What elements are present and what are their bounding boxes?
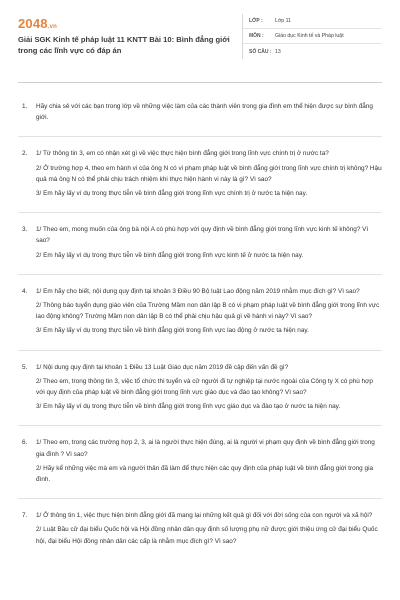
question-part: 2/ Luật Bầu cử đại biểu Quốc hội và Hội đồng nhân dân quy định số lượng phụ nữ được giới thiệu ứng cử đại biểu Quốc hội, đại biểu Hội đồng nhân dân các cấp là nhằm mục đích gì? Vì sao? (36, 526, 378, 545)
question-number: 3. (22, 226, 28, 234)
question-body (36, 148, 382, 202)
question-part: 1/ Nội dung quy định tại khoản 1 Điều 13 Luật Giáo dục năm 2019 đề cập đến vấn đề gì? (36, 363, 289, 371)
question-body (36, 437, 382, 488)
question-part: 2/ Thông báo tuyển dụng giáo viên của Trường Mầm non dân lập B có vi phạm pháp luật về bình đẳng giới trong lĩnh vực lao động không? Trường Mầm non dân lập B có thể phải chịu hậu quả gì về hành vi này? Vì sao? (36, 302, 380, 321)
question-part: 3/ Em hãy lấy ví dụ trong thực tiễn về bình đẳng giới trong lĩnh vực giáo dục và đào tạo ở nước ta hiện nay. (36, 403, 341, 411)
header-divider (18, 82, 382, 83)
question-item (18, 224, 382, 264)
question-number: 5. (22, 363, 28, 371)
question-body (36, 362, 382, 416)
question-list (18, 101, 382, 550)
meta-value: Giáo dục Kinh tế và Pháp luật (275, 33, 344, 39)
question-part: 2/ Hãy kể những việc mà em và người thân đã làm để thực hiện các quy định của pháp luật về bình đẳng giới trong gia đình. (36, 464, 374, 484)
question-part: Hãy chia sẻ với các bạn trong lớp về những việc làm của các thành viên trong gia đình em thể hiện được sự bình đẳng giới. (36, 103, 373, 122)
question-item (18, 437, 382, 488)
question-body (36, 101, 382, 126)
logo-suffix-text: .vn (47, 24, 58, 30)
question-separator (18, 498, 382, 499)
meta-value: Lớp 11 (275, 18, 291, 24)
question-body (36, 224, 382, 264)
meta-row-count (243, 44, 382, 59)
question-number: 6. (22, 439, 28, 447)
question-part: 1/ Em hãy cho biết, nội dung quy định tại khoản 3 Điều 90 Bộ luật Lao động năm 2019 nhằm mục đích gì? Vì sao? (36, 287, 360, 295)
question-item (18, 286, 382, 340)
question-separator (18, 212, 382, 213)
question-part: 1/ Ở thông tin 1, việc thực hiện bình đẳng giới đã mang lại những kết quả gì đối với đời sống của con người và xã hội? (36, 512, 373, 520)
question-item (18, 510, 382, 550)
question-item (18, 362, 382, 416)
meta-key: MÔN : (249, 33, 264, 39)
meta-value: 13 (275, 48, 281, 55)
question-separator (18, 274, 382, 275)
question-part: 1/ Theo em, mong muốn của ông bà nội A có phù hợp với quy định về bình đẳng giới trong lĩnh vực kinh tế không? Vì sao? (36, 226, 369, 245)
question-part: 2/ Ở trường hợp 4, theo em hành vi của ông N có vi phạm pháp luật về bình đẳng giới trong lĩnh vực chính trị không? Hậu quả mà ông N có thể phải chịu trách nhiệm khi thực hiện hành vi này là gì? Vì sao? (36, 164, 382, 183)
question-part: 1/ Theo em, trong các trường hợp 2, 3, ai là người thực hiện đúng, ai là người vi phạm quy định về bình đẳng giới trong gia đình ? Vì sao? (36, 439, 375, 458)
document-header (18, 14, 382, 74)
question-part: 3/ Em hãy lấy ví dụ trong thực tiễn về bình đẳng giới trong lĩnh vực lao động ở nước ta hiện nay. (36, 327, 309, 335)
question-item (18, 148, 382, 202)
logo-main-text: 2048 (18, 16, 48, 31)
question-separator (18, 350, 382, 351)
question-part: 2/ Theo em, trong thông tin 3, việc tổ chức thi tuyển và cử người đi tự nghiệp tại nước ngoài của Công ty X có phù hợp với quy định của pháp luật về bình đẳng giới trong lĩnh vực giáo dục và đào tạo không? Vì sao? (36, 377, 373, 397)
question-number: 7. (22, 512, 28, 520)
question-number: 2. (22, 150, 28, 158)
meta-table (242, 14, 382, 59)
question-item (18, 101, 382, 126)
question-body (36, 286, 382, 340)
meta-row-subject (243, 29, 382, 44)
meta-row-class (243, 14, 382, 29)
site-logo[interactable] (18, 16, 57, 31)
question-part: 3/ Em hãy lấy ví dụ trong thực tiễn về bình đẳng giới trong lĩnh vực chính trị ở nước ta hiện nay. (36, 190, 308, 198)
question-separator (18, 136, 382, 137)
meta-key: SỐ CÂU : (249, 48, 272, 55)
question-number: 1. (22, 103, 28, 110)
document-title: Giải SGK Kinh tế pháp luật 11 KNTT Bài 10: Bình đẳng giới trong các lĩnh vực có đáp án (18, 35, 230, 55)
question-part: 1/ Từ thông tin 3, em có nhận xét gì về việc thực hiện bình đẳng giới trong lĩnh vực chính trị ở nước ta? (36, 150, 329, 158)
meta-key: LỚP : (249, 18, 263, 24)
question-separator (18, 425, 382, 426)
question-part: 2/ Em hãy lấy ví dụ trong thực tiễn về bình đẳng giới trong lĩnh vực kinh tế ở nước ta hiện nay. (36, 251, 304, 259)
question-body (36, 510, 382, 550)
question-number: 4. (22, 287, 28, 295)
